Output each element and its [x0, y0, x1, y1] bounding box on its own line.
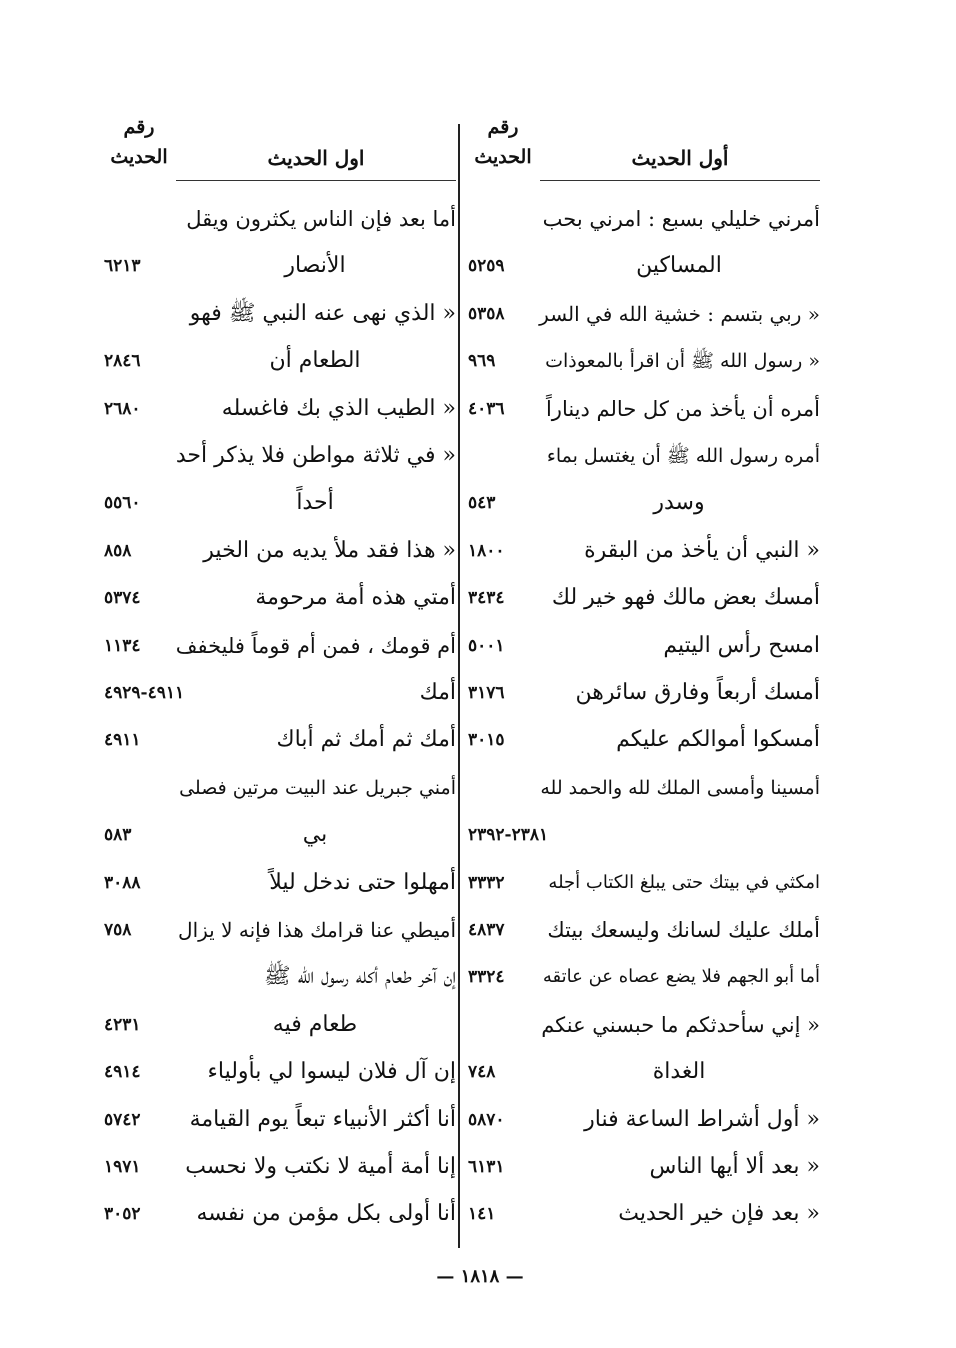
- entry-number: [468, 1002, 568, 1048]
- header-num-line2: الحديث: [474, 146, 532, 168]
- entry-number: ٤٨٣٧: [468, 920, 505, 940]
- index-entry: [468, 765, 820, 811]
- entry-text: أميطي عنا قرامك هذا فإنه لا يزال: [178, 918, 456, 942]
- entry-number: ٦٢١٣: [104, 256, 141, 277]
- entry-number: ٥٣٥٨: [468, 303, 505, 324]
- entry-text: « ربي بتسم : خشية الله في السر: [539, 301, 820, 326]
- index-entry: [104, 433, 456, 479]
- entry-number: ٣٠٥٢: [104, 1204, 141, 1225]
- entry-text: إن آخر طعام أكله رسول الله ﷺ: [264, 964, 456, 990]
- entry-number: ٧٥٨: [104, 920, 132, 940]
- entry-number: ٥٨٧٠: [468, 1109, 505, 1130]
- index-entry: [104, 860, 456, 906]
- entry-number: ٨٥٨: [104, 540, 132, 561]
- entry-number: ٤٢٣١: [104, 1014, 141, 1035]
- entry-number: ٩٦٩: [468, 351, 496, 372]
- entry-number: ١٩٧١: [104, 1157, 141, 1177]
- index-entry: [104, 1144, 456, 1190]
- entry-number: ٥٤٣: [468, 493, 496, 514]
- index-entry: [104, 291, 456, 337]
- index-entry: [104, 623, 456, 669]
- entry-number: ٣٣٢٤: [468, 967, 505, 988]
- header-num-line1: رقم: [123, 116, 155, 138]
- entry-number: ٤٩١١: [104, 730, 141, 751]
- entry-number: ٣٠٨٨: [104, 872, 141, 893]
- entry-text: « أول أشراط الساعة فنار: [584, 1106, 820, 1132]
- entry-number: ٤٩١٤: [104, 1062, 141, 1083]
- entry-text: طعام فيه: [272, 1011, 358, 1037]
- entry-number: [104, 196, 204, 242]
- entry-text: أنا أكثر الأنبياء تبعاً يوم القيامة: [189, 1106, 456, 1132]
- index-entry: [468, 386, 820, 432]
- entry-text: أمك ثم أمك ثم أباك: [276, 727, 456, 753]
- entry-text: الطعام أن: [269, 348, 361, 374]
- entry-number: [104, 954, 204, 1000]
- entry-text: « بعد فإن خير الحديث: [618, 1201, 820, 1227]
- index-entry: [468, 196, 820, 242]
- entry-text: إنا أمة أمية لا نكتب ولا نحسب: [185, 1154, 456, 1179]
- entry-text: « إني سأحدثكم ما حبسني عنكم: [541, 1012, 820, 1037]
- right-column: [468, 112, 820, 1240]
- entry-text: الغداة: [652, 1059, 706, 1085]
- entry-number: ٧٤٨: [468, 1062, 496, 1083]
- index-entry: [104, 765, 456, 811]
- entry-text: وسدر: [653, 490, 705, 516]
- header-num-line1: رقم: [487, 116, 519, 138]
- index-entry: [104, 196, 456, 242]
- entry-text: امكثي في بيتك حتى يبلغ الكتاب أجله: [548, 871, 820, 893]
- entry-text: « رسول الله ﷺ أن اقرأ بالمعوذات: [545, 350, 820, 373]
- entry-text: أمسكوا أموالكم عليكم: [616, 727, 820, 753]
- entry-text: بي: [302, 822, 328, 848]
- index-entry: [468, 291, 820, 337]
- index-entry: [104, 717, 456, 763]
- index-entry: [468, 575, 820, 621]
- index-entry: [104, 907, 456, 953]
- entry-text: أحداً: [296, 490, 334, 516]
- entry-text: أم قومك ، فمن أم قوماً فليخفف: [175, 633, 456, 658]
- entry-text: الأنصار: [284, 253, 346, 279]
- entry-text: أمسك أربعاً وفارق سائرهن: [575, 680, 820, 705]
- index-entry: [468, 907, 820, 953]
- index-entry: [468, 480, 820, 526]
- entry-number: ٤٠٣٦: [468, 398, 505, 419]
- entry-number: ٣٤٣٤: [468, 588, 505, 609]
- entry-number: [104, 765, 204, 811]
- entry-text: أمني جبريل عند البيت مرتين فصلى: [179, 776, 456, 799]
- index-entry: [104, 386, 456, 432]
- entry-text: أنا أولى بكل مؤمن من نفسه: [196, 1201, 456, 1227]
- entry-text: « في ثلاثة مواطن فلا يذكر أحد: [175, 443, 456, 468]
- index-entry: [468, 812, 820, 858]
- entry-number: ١٨٠٠: [468, 540, 505, 561]
- header-num-line2: الحديث: [110, 146, 168, 168]
- index-entry: [104, 1049, 456, 1095]
- entry-text: « الذي نهى عنه النبي ﷺ فهو: [189, 300, 456, 326]
- entry-number: [468, 196, 568, 242]
- entry-text: أما بعد فإن الناس يكثرون ويقل: [186, 207, 456, 231]
- index-entry: [468, 717, 820, 763]
- entry-text: امسح رأس اليتيم: [663, 632, 820, 658]
- entry-text: أمك: [419, 680, 456, 705]
- index-entry: [468, 528, 820, 574]
- index-entry: [468, 954, 820, 1000]
- hadith-start-header: اول الحديث: [267, 146, 365, 170]
- index-entry: [104, 1191, 456, 1237]
- entry-number: ٣١٧٦: [468, 683, 505, 703]
- entry-number: ٥٢٥٩: [468, 256, 505, 277]
- entry-number: ٥٣٧٤: [104, 588, 141, 609]
- entry-number: ٦١٣١: [468, 1157, 505, 1177]
- entry-text: أمسينا وأمسى الملك لله والحمد لله: [540, 776, 820, 799]
- entry-number: [468, 433, 568, 479]
- entry-text: « النبي أن يأخذ من البقرة: [584, 537, 820, 563]
- index-entry: [468, 338, 820, 384]
- index-entry: [468, 433, 820, 479]
- entry-text: إن آل فلان ليسوا لي بأولياء: [207, 1059, 456, 1085]
- index-entry: [104, 243, 456, 289]
- entry-number: ٣٠١٥: [468, 730, 505, 751]
- index-entry: [104, 954, 456, 1000]
- hadith-number-header: [104, 112, 174, 184]
- entry-text: أملك عليك لسانك وليسعك بيتك: [547, 918, 820, 942]
- header-rule: [540, 180, 820, 181]
- index-entry: [468, 1049, 820, 1095]
- entry-number: ٥٠٠١: [468, 635, 505, 656]
- entry-number: ٢٣٨١-٢٣٩٢: [468, 825, 549, 846]
- entry-number: ٢٦٨٠: [104, 398, 141, 419]
- index-entry: [104, 670, 456, 716]
- index-entry: [468, 670, 820, 716]
- entry-text: أمره أن يأخذ من كل حالم ديناراً: [545, 396, 820, 421]
- index-entry: [104, 338, 456, 384]
- hadith-start-header: أول الحديث: [631, 146, 729, 170]
- entry-number: [104, 291, 204, 337]
- index-entry: [468, 243, 820, 289]
- index-entry: [104, 1002, 456, 1048]
- index-entry: [468, 1144, 820, 1190]
- header-rule: [176, 180, 456, 181]
- entry-number: ٥٧٤٢: [104, 1109, 141, 1130]
- entry-number: [104, 433, 204, 479]
- hadith-number-header: [468, 112, 538, 184]
- entry-number: ١٤١: [468, 1204, 496, 1225]
- index-entry: [468, 1191, 820, 1237]
- entry-number: ٣٣٣٢: [468, 872, 505, 893]
- entry-text: أمهلوا حتى ندخل ليلاً: [269, 869, 456, 895]
- entry-number: ٥٨٣: [104, 825, 132, 846]
- index-entry: [104, 480, 456, 526]
- entry-text: أمره رسول الله ﷺ أن يغتسل بماء: [546, 445, 820, 467]
- entry-text: « الطيب الذي بك فاغسله: [221, 395, 456, 421]
- page-number: — ١٨١٨ —: [436, 1266, 524, 1287]
- index-entry: [468, 1002, 820, 1048]
- index-entry: [104, 1097, 456, 1143]
- entry-text: أمسك بعض مالك فهو خير لك: [551, 585, 820, 611]
- entry-number: ٥٥٦٠: [104, 493, 141, 514]
- index-entry: [468, 860, 820, 906]
- entry-number: ٤٩١١-٤٩٢٩: [104, 683, 185, 703]
- entry-number: ٢٨٤٦: [104, 351, 141, 372]
- entry-text: أما أبو الجهم فلا يضع عصاه عن عاتقه: [542, 966, 820, 988]
- entry-number: [468, 765, 568, 811]
- index-entry: [104, 812, 456, 858]
- entry-text: أمتي هذه أمة مرحومة: [255, 585, 456, 611]
- entry-number: ١١٣٤: [104, 635, 141, 656]
- left-column: [104, 112, 456, 1240]
- entry-text: « بعد ألا أيها الناس: [649, 1154, 820, 1179]
- entry-text: المساكين: [636, 253, 722, 279]
- index-entry: [104, 575, 456, 621]
- index-entry: [468, 1097, 820, 1143]
- entry-text: أمرني خليلي بسبع : امرني بحب: [542, 207, 820, 231]
- entry-text: « هذا فقد ملأ يديه من الخير: [203, 537, 456, 563]
- column-divider: [458, 124, 460, 1248]
- index-entry: [468, 623, 820, 669]
- index-entry: [104, 528, 456, 574]
